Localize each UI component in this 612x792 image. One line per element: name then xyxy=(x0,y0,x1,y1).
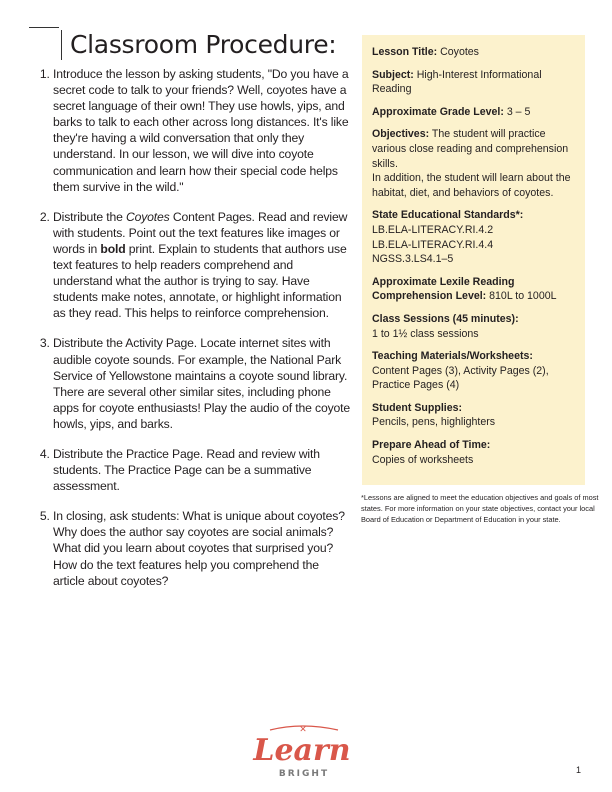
page-number: 1 xyxy=(576,765,582,775)
procedure-list xyxy=(18,66,350,603)
procedure-step: 4. Distribute the Practice Page. Read and review with students. The Practice Page can be a summative assessment. xyxy=(53,446,350,494)
standard: NGSS.3.LS4.1–5 xyxy=(372,253,454,266)
value: The student will practice various close reading and comprehension skills. xyxy=(372,128,569,170)
procedure-step: 3. Distribute the Activity Page. Locate internet sites with audible coyote sounds. For example, the National Park Service of Yellowstone maintains a coyote sound library. There are several other similar sites, including phone apps for coyote enthusiasts! Play the audio of the coyote howls, yips, and barks. xyxy=(53,335,350,432)
italic-text: Coyotes xyxy=(125,209,170,224)
procedure-step: 5. In closing, ask students: What is unique about coyotes? Why does the author say coyotes are social animals? What did you learn about coyotes that surprised you? How do the text features help you comprehend the article about coyotes? xyxy=(53,508,350,588)
student-supplies xyxy=(372,401,575,430)
learn-bright-logo xyxy=(252,722,352,782)
logo-bright: BRIGHT xyxy=(278,769,330,779)
standard: LB.ELA-LITERACY.RI.4.2 xyxy=(372,223,494,236)
value: Coyotes xyxy=(437,46,479,58)
footnote: *Lessons are aligned to meet the education objectives and goals of most states. For more information on your state objectives, contact your local Board of Education or Department of Education in your state. xyxy=(361,493,599,525)
value: 810L to 1000L xyxy=(486,290,557,303)
bold-text: bold xyxy=(100,241,126,256)
label: Approximate Lexile Reading Comprehension Level: xyxy=(372,275,515,303)
procedure-step: 1. Introduce the lesson by asking students, "Do you have a secret code to talk to your friends? Well, coyotes have a secret language of their own! They use howls, yips, and barks to talk to each other across long distances. It's like they're having a wild conversation that only they understand. In our lesson, we will dive into coyote communication and learn how their special code helps them survive in the wild." xyxy=(53,66,350,195)
corner-decoration xyxy=(61,30,62,60)
label: Student Supplies: xyxy=(372,401,463,414)
label: Class Sessions (45 minutes): xyxy=(372,312,519,325)
text: Content Pages. Read and review with students. Point out the text features like images or words in xyxy=(53,209,348,256)
value: In addition, the student will learn about the habitat, diet, and behaviors of coyotes. xyxy=(372,172,571,199)
value: 1 to 1½ class sessions xyxy=(372,327,479,340)
procedure-step xyxy=(53,209,350,322)
text: Distribute the xyxy=(53,209,126,224)
value: High-Interest Informational Reading xyxy=(372,68,542,96)
right-column xyxy=(362,35,602,525)
page-title: Classroom Procedure: xyxy=(70,30,337,59)
value: 3 – 5 xyxy=(503,105,531,118)
logo-learn: Learn xyxy=(253,733,351,768)
corner-decoration xyxy=(29,27,59,28)
text: print. Explain to students that authors use text features to help readers comprehend and understand what the author is trying to say. Have students make notes, annotate, or highlight information as they read. This helps to reinforce comprehension. xyxy=(53,241,347,321)
value: Copies of worksheets xyxy=(372,453,474,466)
objectives xyxy=(372,127,575,200)
label: Prepare Ahead of Time: xyxy=(372,439,491,452)
value: Content Pages (3), Activity Pages (2), Practice Pages (4) xyxy=(372,364,549,392)
label: Lesson Title: xyxy=(372,46,438,58)
label: Subject: xyxy=(372,68,414,81)
label: Approximate Grade Level: xyxy=(372,105,504,118)
class-sessions xyxy=(372,312,575,341)
lexile-level xyxy=(372,275,575,304)
prepare-ahead xyxy=(372,438,575,467)
value: Pencils, pens, highlighters xyxy=(372,416,496,429)
teaching-materials xyxy=(372,349,575,393)
lesson-title xyxy=(372,45,575,60)
label: State Educational Standards*: xyxy=(372,209,524,222)
subject xyxy=(372,68,575,97)
grade-level xyxy=(372,105,575,120)
standards xyxy=(372,208,575,266)
standard: LB.ELA-LITERACY.RI.4.4 xyxy=(372,238,494,251)
label: Objectives: xyxy=(372,128,430,141)
label: Teaching Materials/Worksheets: xyxy=(372,350,533,363)
logo-star: ✕ xyxy=(299,725,307,735)
lesson-info-box xyxy=(362,35,585,485)
